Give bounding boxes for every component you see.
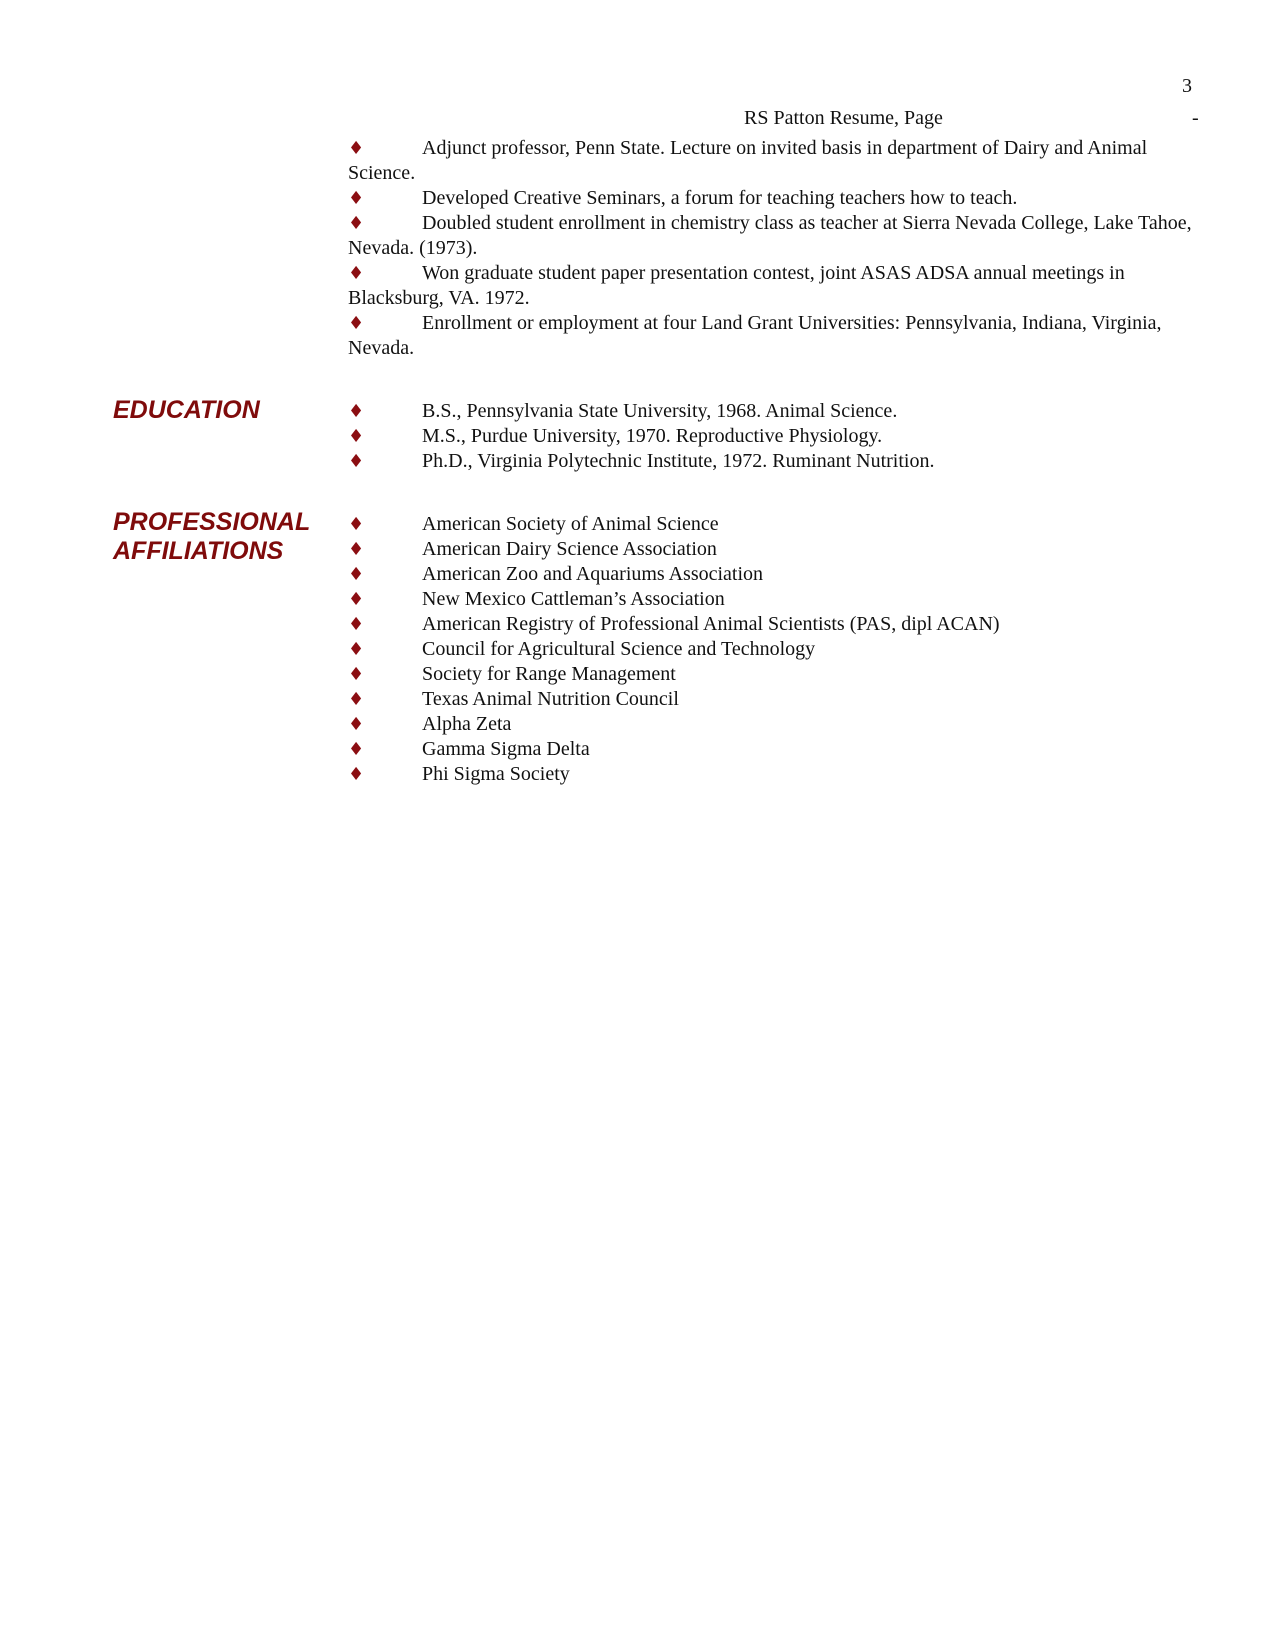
diamond-bullet-icon: ♦ xyxy=(348,639,365,660)
list-item xyxy=(348,737,1196,762)
list-item xyxy=(348,562,1196,587)
list-item xyxy=(348,712,1196,737)
list-item xyxy=(348,136,1196,186)
diamond-bullet-icon: ♦ xyxy=(348,689,365,710)
list-item xyxy=(348,424,1196,449)
list-item xyxy=(348,261,1196,311)
list-item-text: American Zoo and Aquariums Association xyxy=(422,563,764,585)
education-heading: EDUCATION xyxy=(113,396,260,424)
diamond-bullet-icon: ♦ xyxy=(348,263,365,284)
list-item xyxy=(348,449,1196,474)
list-item xyxy=(348,662,1196,687)
list-item-text: American Registry of Professional Animal Scientists (PAS, dipl ACAN) xyxy=(422,613,1000,635)
list-item-text: Phi Sigma Society xyxy=(422,763,570,785)
accomplishments-list xyxy=(348,136,1196,361)
diamond-bullet-icon: ♦ xyxy=(348,714,365,735)
list-item xyxy=(348,687,1196,712)
list-item xyxy=(348,186,1196,211)
affiliations-heading-line1: PROFESSIONAL xyxy=(113,508,311,536)
list-item-text: Texas Animal Nutrition Council xyxy=(422,688,679,710)
list-item xyxy=(348,587,1196,612)
list-item-text: Ph.D., Virginia Polytechnic Institute, 1972. Ruminant Nutrition. xyxy=(422,450,935,472)
list-item-text: Gamma Sigma Delta xyxy=(422,738,590,760)
list-item-text: Council for Agricultural Science and Technology xyxy=(422,638,816,660)
list-item xyxy=(348,612,1196,637)
list-item xyxy=(348,762,1196,787)
list-item-text: Doubled student enrollment in chemistry class as teacher at Sierra Nevada College, Lake Tahoe, Nevada. (1973). xyxy=(348,212,1192,259)
diamond-bullet-icon: ♦ xyxy=(348,539,365,560)
list-item-text: M.S., Purdue University, 1970. Reproductive Physiology. xyxy=(422,425,883,447)
list-item-text: American Society of Animal Science xyxy=(422,513,719,535)
header-dash: - xyxy=(1192,107,1199,129)
diamond-bullet-icon: ♦ xyxy=(348,764,365,785)
list-item xyxy=(348,399,1196,424)
list-item xyxy=(348,211,1196,261)
diamond-bullet-icon: ♦ xyxy=(348,138,365,159)
list-item-text: Developed Creative Seminars, a forum for teaching teachers how to teach. xyxy=(422,187,1018,209)
list-item xyxy=(348,512,1196,537)
list-item-text: Enrollment or employment at four Land Grant Universities: Pennsylvania, Indiana, Virginia, Nevada. xyxy=(348,312,1162,359)
affiliations-list xyxy=(348,512,1196,787)
list-item xyxy=(348,311,1196,361)
list-item-text: American Dairy Science Association xyxy=(422,538,717,560)
diamond-bullet-icon: ♦ xyxy=(348,188,365,209)
diamond-bullet-icon: ♦ xyxy=(348,451,365,472)
diamond-bullet-icon: ♦ xyxy=(348,664,365,685)
list-item xyxy=(348,537,1196,562)
diamond-bullet-icon: ♦ xyxy=(348,564,365,585)
running-header: RS Patton Resume, Page xyxy=(744,107,943,129)
diamond-bullet-icon: ♦ xyxy=(348,514,365,535)
diamond-bullet-icon: ♦ xyxy=(348,589,365,610)
list-item-text: Alpha Zeta xyxy=(422,713,512,735)
diamond-bullet-icon: ♦ xyxy=(348,426,365,447)
diamond-bullet-icon: ♦ xyxy=(348,401,365,422)
list-item-text: B.S., Pennsylvania State University, 1968. Animal Science. xyxy=(422,400,898,422)
diamond-bullet-icon: ♦ xyxy=(348,213,365,234)
diamond-bullet-icon: ♦ xyxy=(348,313,365,334)
list-item-text: Adjunct professor, Penn State. Lecture on invited basis in department of Dairy and Animal Science. xyxy=(348,137,1148,184)
page-number: 3 xyxy=(1182,75,1192,97)
list-item xyxy=(348,637,1196,662)
education-list xyxy=(348,399,1196,474)
affiliations-heading xyxy=(113,508,310,566)
list-item-text: Society for Range Management xyxy=(422,663,676,685)
list-item-text: Won graduate student paper presentation contest, joint ASAS ADSA annual meetings in Blacksburg, VA. 1972. xyxy=(348,262,1125,309)
diamond-bullet-icon: ♦ xyxy=(348,739,365,760)
affiliations-heading-line2: AFFILIATIONS xyxy=(113,537,284,565)
list-item-text: New Mexico Cattleman’s Association xyxy=(422,588,725,610)
diamond-bullet-icon: ♦ xyxy=(348,614,365,635)
